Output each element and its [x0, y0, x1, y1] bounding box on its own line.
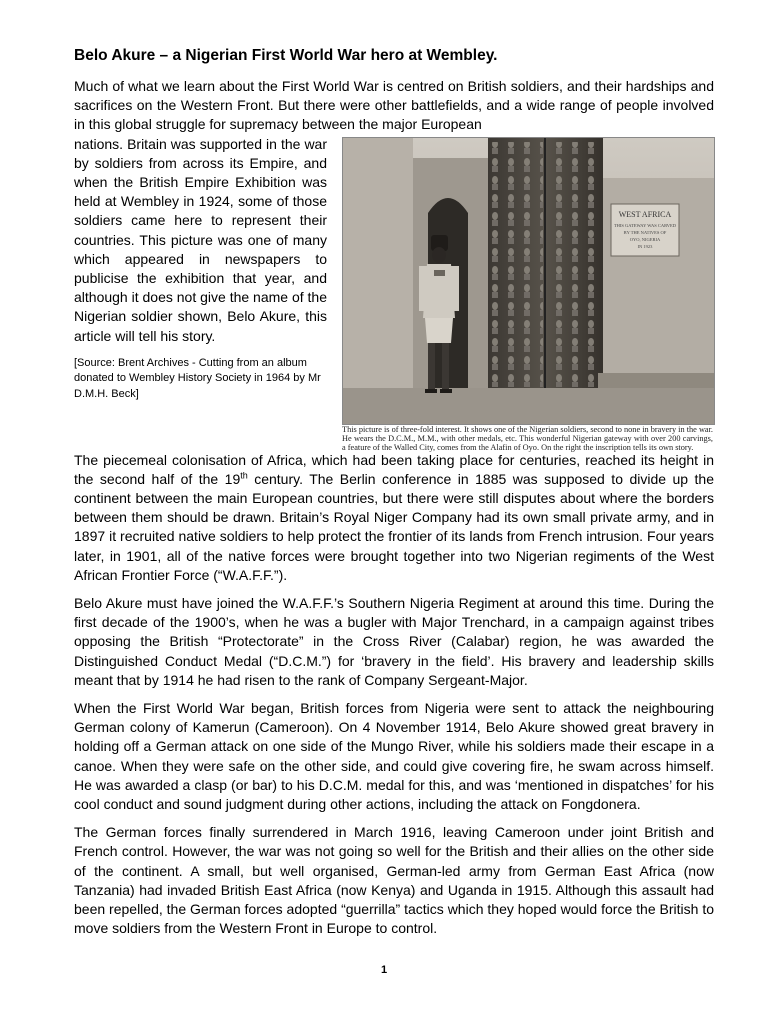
sign-line-1: WEST AFRICA	[618, 209, 672, 219]
intro-continued-paragraph: nations. Britain was supported in the war by soldiers from across its Empire, and when the British Empire Exhibition was held at Wembley in 1924, some of those soldiers came here to represent their countries. This picture was one of many which appeared in newspapers to publicise the exhibition that year, and although it does not give the name of the Nigerian soldier shown, Belo Akure, this article will tell his story.	[74, 135, 327, 344]
photo-caption: This picture is of three-fold interest. It shows one of the Nigerian soldiers, second to none in bravery in the war. He wears the D.C.M., M.M., with other medals, etc. This wonderful Nigerian gateway with over 200 carvings, a feature of the Walled City, comes from the Alafin of Oyo. On the right the inscription tells its own story.	[342, 424, 713, 452]
document-page	[74, 46, 714, 947]
paragraph-east-africa: The German forces finally surrendered in March 1916, leaving Cameroon under joint British and French control. However, the war was not going so well for the British and their allies on the other side of the continent. A small, but well organised, German-led army from German East Africa (now Tanzania) had invaded British East Africa (now Kenya) and Uganda in 1915. Although this assault had been repelled, the German forces adopted “guerrilla” tactics which they hoped would force the British to move soldiers from the Western Front in Europe to control.	[74, 824, 714, 937]
intro-with-figure	[74, 135, 714, 452]
paragraph-waff-service: Belo Akure must have joined the W.A.F.F.’s Southern Nigeria Regiment at around this time. During the first decade of the 1900’s, when he was a bugler with Major Trenchard, in a campaign against tribes opposing the British “Protectorate” in the Cross River (Calabar) region, he was awarded the Distinguished Conduct Medal (“D.C.M.”) for ‘bravery in the field’. His bravery and leadership skills meant that by 1914 he had risen to the rank of Company Sergeant-Major.	[74, 595, 714, 688]
paragraph-colonisation-part-2: century. The Berlin conference in 1885 was supposed to divide up the continent between the main European countries, but there were still disputes about where the borders between them should be drawn. Britain’s Royal Niger Company had its own small private army, and in 1897 it recruited native soldiers to help protect the frontier of its lands from French intrusion. Four years later, in 1901, all of the native forces were brought together into two Nigerian regiments of the West African Frontier Force (“W.A.F.F.”).	[74, 470, 714, 583]
newspaper-photo	[342, 137, 715, 425]
page-number: 1	[380, 964, 388, 976]
paragraph-colonisation-part-1: The piecemeal colonisation of Africa, which had been taking place for centuries, reached its height in the second half of the 19	[74, 451, 714, 487]
sign-line-3: BY THE NATIVES OF	[623, 229, 667, 235]
intro-continued-block	[74, 135, 327, 403]
paragraph-kamerun-campaign: When the First World War began, British forces from Nigeria were sent to attack the neighbouring German colony of Kamerun (Cameroon). On 4 November 1914, Belo Akure showed great bravery in holding off a German attack on one side of the Mungo River, while his soldiers made their escape in a canoe. When they were safe on the other side, and could give covering fire, he swam across himself. He was awarded a clasp (or bar) to his D.C.M. medal for this, and was ‘mentioned in dispatches’ for his cool conduct and sound judgment during other actions, including the attack on Fongdonera.	[74, 700, 714, 813]
article-title: Belo Akure – a Nigerian First World War hero at Wembley.	[74, 47, 498, 64]
superscript-th: th	[240, 470, 248, 481]
sign-line-2: THIS GATEWAY WAS CARVED	[613, 222, 677, 228]
photo-illustration	[343, 138, 714, 424]
sign-line-4: OYO, NIGERIA	[629, 236, 661, 242]
sign-line-5: IN 1923	[637, 243, 653, 249]
paragraph-colonisation	[74, 451, 714, 585]
intro-paragraph: Much of what we learn about the First World War is centred on British soldiers, and their hardships and sacrifices on the Western Front. But there were other battlefields, and a wide range of people involved in this global struggle for supremacy between the major European	[74, 78, 714, 133]
source-note: [Source: Brent Archives - Cutting from an album donated to Wembley History Society in 1964 by Mr D.M.H. Beck]	[74, 356, 321, 400]
